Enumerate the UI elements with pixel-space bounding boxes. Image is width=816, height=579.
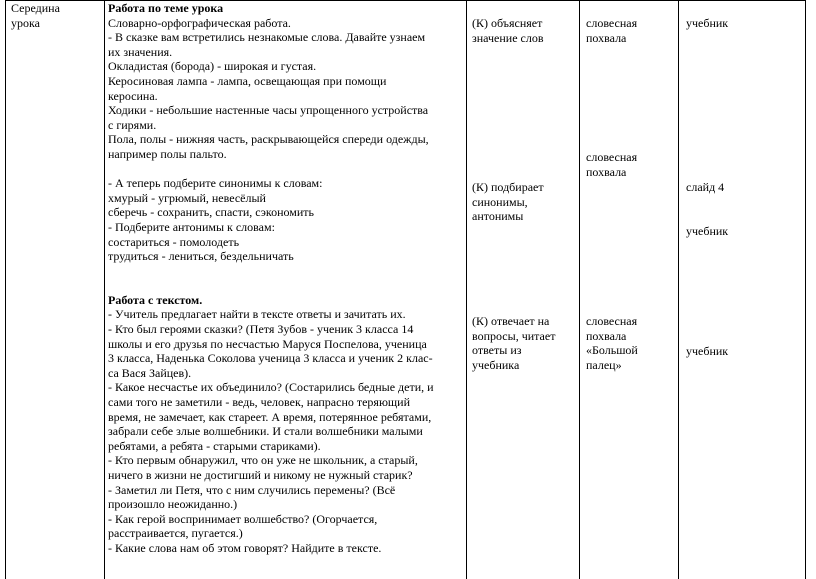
content-line: - Кто первым обнаружил, что он уже не школьник, а старый, [108, 453, 418, 468]
content-line: произошло неожиданно.) [108, 497, 238, 512]
feedback-line: словесная [586, 314, 638, 328]
feedback-line: похвала [586, 164, 627, 179]
content-line: время, не замечает, как стареет. А время, потерянное ребятами, [108, 409, 432, 424]
feedback-line: похвала [586, 328, 627, 343]
content-line: Ходики - небольшие настенные часы упрощенного устройства [108, 103, 429, 118]
content-line: - А теперь подберите синонимы к словам: [108, 176, 323, 191]
content-line: - Заметил ли Петя, что с ним случились перемены? (Всё [108, 482, 396, 497]
content-line: трудиться - лениться, бездельничать [108, 249, 294, 264]
activity-line: (К) отвечает на [472, 314, 550, 328]
lesson-stage-cell [11, 1, 60, 30]
activity-line: ответы из [472, 343, 522, 358]
activity-block-3 [472, 314, 555, 372]
content-line: с гирями. [108, 117, 157, 132]
content-line [108, 278, 434, 293]
content-line: ничего в жизни не достигший и никому не нужный старик? [108, 468, 413, 482]
activity-line: антонимы [472, 209, 524, 224]
activity-block-1 [472, 16, 544, 45]
content-line: - Какое несчастье их объединило? (Состарились бедные дети, и [108, 380, 434, 395]
content-line: ребятами, а ребята - старыми стариками). [108, 438, 321, 453]
content-line: са Вася Зайцев). [108, 365, 192, 380]
column-divider-1 [104, 0, 105, 579]
feedback-line: похвала [586, 30, 627, 45]
activity-line: значение слов [472, 30, 544, 45]
section-heading: Работа по теме урока [108, 1, 224, 15]
activity-line: синонимы, [472, 194, 528, 209]
content-line: - Какие слова нам об этом говорят? Найдите в тексте. [108, 540, 382, 555]
content-line: керосина. [108, 88, 158, 103]
column-divider-4 [678, 0, 679, 579]
content-line: забрали себе злые волшебники. И стали волшебники малыми [108, 424, 423, 439]
activity-line: (К) объясняет [472, 16, 543, 30]
content-line: - Кто был героями сказки? (Петя Зубов - ученик 3 класса 14 [108, 322, 414, 337]
feedback-line: палец» [586, 357, 622, 372]
activity-line: (К) подбирает [472, 180, 544, 194]
content-line: Пола, полы - нижняя часть, раскрывающейся спереди одежды, [108, 132, 429, 147]
activity-line: учебника [472, 357, 520, 372]
lesson-content-cell [108, 1, 434, 556]
activity-block-2 [472, 180, 544, 224]
content-line: - Как герой воспринимает волшебство? (Огорчается, [108, 511, 378, 526]
section-heading: Работа с текстом. [108, 292, 203, 307]
feedback-line: словесная [586, 150, 638, 164]
content-line: Окладистая (борода) - широкая и густая. [108, 59, 317, 74]
resource-item-1: учебник [686, 16, 729, 30]
activity-line: вопросы, читает [472, 328, 556, 343]
column-divider-3 [579, 0, 580, 579]
feedback-block-3 [586, 314, 638, 372]
content-line: - Подберите антонимы к словам: [108, 219, 275, 234]
feedback-block-2 [586, 150, 637, 179]
content-line: - Учитель предлагает найти в тексте ответы и зачитать их. [108, 307, 406, 322]
column-divider-2 [466, 0, 467, 579]
lesson-stage-line-1: Середина [11, 1, 60, 15]
content-line: их значения. [108, 44, 173, 59]
table-border-left [5, 0, 6, 579]
resource-item-4: учебник [686, 344, 729, 358]
table-border-right [805, 0, 806, 579]
content-line [108, 264, 434, 279]
content-line: - В сказке вам встретились незнакомые слова. Давайте узнаем [108, 30, 426, 45]
content-line: школы и его друзья по несчастью Маруся Поспелова, ученица [108, 336, 427, 351]
resource-item-2: слайд 4 [686, 180, 725, 194]
content-line: 3 класса, Наденька Соколова ученица 3 класса и ученик 2 клас- [108, 351, 433, 366]
lesson-stage-line-2: урока [11, 15, 40, 30]
content-line: например полы пальто. [108, 146, 227, 161]
content-line: состариться - помолодеть [108, 234, 240, 249]
feedback-line: словесная [586, 16, 638, 30]
feedback-line: «Большой [586, 343, 638, 358]
content-line: Словарно-орфографическая работа. [108, 15, 291, 30]
content-line: сберечь - сохранить, спасти, сэкономить [108, 205, 315, 220]
content-line: расстраивается, пугается.) [108, 526, 243, 541]
resource-item-3: учебник [686, 224, 729, 238]
content-line: сами того не заметили - ведь, человек, напрасно теряющий [108, 395, 410, 410]
content-line: хмурый - угрюмый, невесёлый [108, 190, 266, 205]
content-line: Керосиновая лампа - лампа, освещающая при помощи [108, 73, 387, 88]
feedback-block-1 [586, 16, 637, 45]
content-line [108, 162, 434, 177]
